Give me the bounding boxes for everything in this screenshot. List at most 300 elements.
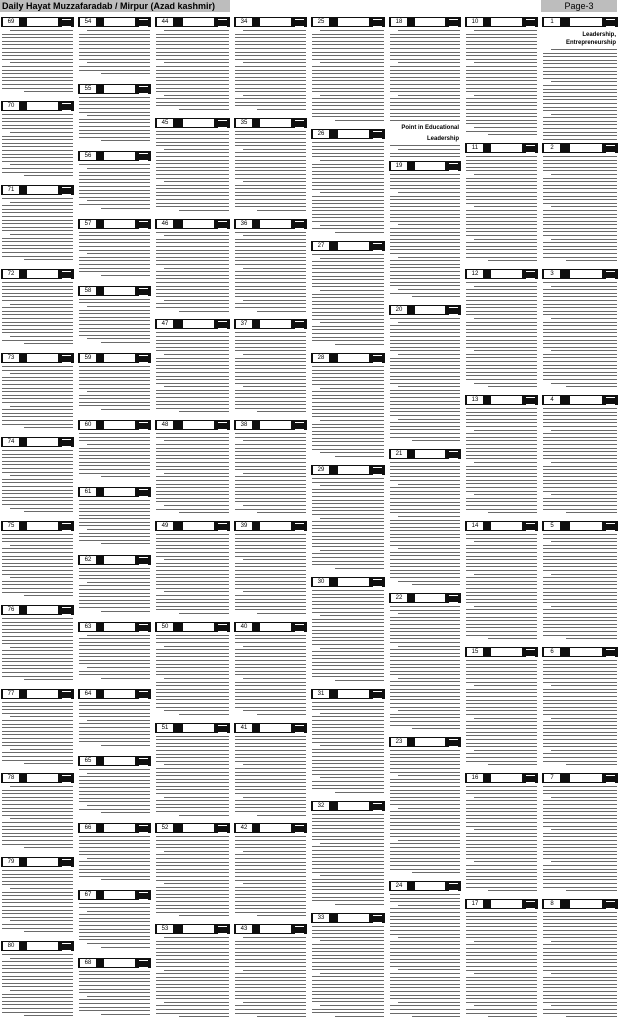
text-line bbox=[466, 545, 537, 546]
text-line bbox=[543, 56, 617, 57]
text-line bbox=[466, 667, 537, 668]
text-line bbox=[390, 210, 460, 211]
text-line bbox=[466, 307, 537, 308]
text-line bbox=[235, 487, 306, 488]
text-line bbox=[398, 224, 460, 225]
column-7 bbox=[465, 14, 538, 1022]
text-line bbox=[10, 716, 73, 717]
text-line bbox=[87, 200, 150, 201]
text-line bbox=[257, 915, 306, 916]
text-line bbox=[474, 286, 537, 287]
text-line bbox=[2, 913, 73, 914]
text-line bbox=[474, 750, 537, 751]
text-line bbox=[2, 829, 73, 830]
article-item bbox=[155, 115, 230, 216]
text-line bbox=[235, 779, 306, 780]
text-line bbox=[79, 705, 150, 706]
text-line bbox=[235, 638, 306, 639]
ornament-icon bbox=[139, 489, 148, 497]
text-line bbox=[79, 603, 150, 604]
text-line bbox=[551, 383, 617, 384]
text-line bbox=[312, 991, 384, 992]
text-line bbox=[543, 682, 617, 683]
text-line bbox=[235, 952, 306, 953]
text-line bbox=[257, 210, 306, 211]
text-line bbox=[390, 944, 460, 945]
item-title-box bbox=[491, 900, 522, 908]
text-line bbox=[543, 85, 617, 86]
text-line bbox=[551, 494, 617, 495]
text-line bbox=[466, 426, 537, 427]
item-number: 44 bbox=[157, 18, 173, 26]
text-line bbox=[466, 987, 537, 988]
article-item bbox=[78, 686, 151, 753]
text-line bbox=[156, 88, 229, 89]
text-line bbox=[156, 401, 229, 402]
item-heading-bar bbox=[465, 647, 538, 657]
article-item bbox=[1, 266, 74, 350]
article-item bbox=[389, 302, 461, 446]
text-line bbox=[466, 689, 537, 690]
text-line bbox=[235, 52, 306, 53]
text-line bbox=[390, 631, 460, 632]
text-line bbox=[466, 469, 537, 470]
text-line bbox=[312, 763, 384, 764]
item-number: 61 bbox=[80, 488, 96, 496]
text-line bbox=[257, 613, 306, 614]
article-item bbox=[155, 619, 230, 720]
text-line bbox=[390, 415, 460, 416]
text-line bbox=[235, 271, 306, 272]
text-line bbox=[235, 88, 306, 89]
text-line bbox=[543, 135, 617, 136]
text-line bbox=[474, 206, 537, 207]
text-line bbox=[466, 952, 537, 953]
text-line bbox=[390, 527, 460, 528]
text-line bbox=[2, 643, 73, 644]
text-line bbox=[79, 197, 150, 198]
text-line bbox=[312, 370, 384, 371]
item-heading-bar bbox=[78, 555, 151, 565]
text-line bbox=[164, 181, 229, 182]
text-line bbox=[2, 559, 73, 560]
text-line bbox=[10, 577, 73, 578]
text-line bbox=[10, 786, 73, 787]
text-line bbox=[466, 167, 537, 168]
text-line bbox=[156, 361, 229, 362]
text-line bbox=[312, 214, 384, 215]
text-line bbox=[551, 973, 617, 974]
text-line bbox=[390, 555, 460, 556]
text-line bbox=[543, 375, 617, 376]
text-line bbox=[312, 933, 384, 934]
text-line bbox=[156, 991, 229, 992]
text-line bbox=[466, 613, 537, 614]
item-number: 56 bbox=[80, 152, 96, 160]
text-line bbox=[235, 361, 306, 362]
item-heading-bar bbox=[542, 17, 618, 27]
text-line bbox=[466, 98, 537, 99]
text-line bbox=[2, 906, 73, 907]
text-line bbox=[2, 212, 73, 213]
item-number: 21 bbox=[391, 450, 407, 458]
text-line bbox=[79, 907, 150, 908]
text-line bbox=[156, 480, 229, 481]
text-line bbox=[2, 66, 73, 67]
text-line bbox=[398, 808, 460, 809]
text-line bbox=[2, 1001, 73, 1002]
text-line bbox=[235, 865, 306, 866]
text-line bbox=[543, 415, 617, 416]
text-line bbox=[412, 584, 460, 585]
text-line bbox=[156, 408, 229, 409]
text-line bbox=[312, 1009, 384, 1010]
text-line bbox=[79, 119, 150, 120]
text-line bbox=[79, 713, 150, 714]
text-line bbox=[235, 66, 306, 67]
text-line bbox=[164, 851, 229, 852]
text-line bbox=[312, 340, 384, 341]
text-line bbox=[543, 426, 617, 427]
ornament-icon bbox=[606, 397, 615, 405]
text-line bbox=[466, 746, 537, 747]
text-line bbox=[156, 365, 229, 366]
article-item bbox=[311, 462, 385, 574]
text-line bbox=[156, 959, 229, 960]
item-heading-bar bbox=[465, 143, 538, 153]
text-line bbox=[466, 620, 537, 621]
text-line bbox=[466, 577, 537, 578]
text-line bbox=[390, 948, 460, 949]
text-line bbox=[398, 840, 460, 841]
text-line bbox=[390, 764, 460, 765]
text-line bbox=[164, 883, 229, 884]
text-line bbox=[312, 304, 384, 305]
text-line bbox=[312, 424, 384, 425]
text-line bbox=[2, 114, 73, 115]
text-line bbox=[543, 228, 617, 229]
text-line bbox=[156, 699, 229, 700]
text-line bbox=[312, 44, 384, 45]
text-line bbox=[2, 570, 73, 571]
ornament-icon bbox=[295, 221, 304, 229]
page-number: Page-3 bbox=[541, 0, 617, 12]
text-line bbox=[543, 962, 617, 963]
text-line bbox=[390, 660, 460, 661]
text-line bbox=[543, 509, 617, 510]
text-line bbox=[235, 131, 306, 132]
text-line bbox=[466, 879, 537, 880]
text-line bbox=[235, 901, 306, 902]
item-heading-bar bbox=[155, 319, 230, 329]
text-line bbox=[312, 839, 384, 840]
text-line bbox=[2, 409, 73, 410]
ornament-icon bbox=[218, 321, 227, 329]
text-line bbox=[156, 383, 229, 384]
item-number: 79 bbox=[3, 858, 19, 866]
article-item bbox=[465, 140, 538, 266]
text-line bbox=[312, 998, 384, 999]
ornament-icon bbox=[295, 321, 304, 329]
text-line bbox=[312, 619, 384, 620]
text-line bbox=[398, 62, 460, 63]
text-line bbox=[79, 388, 150, 389]
text-line bbox=[390, 253, 460, 254]
text-line bbox=[390, 656, 460, 657]
text-line bbox=[390, 699, 460, 700]
text-line bbox=[466, 919, 537, 920]
text-line bbox=[164, 970, 229, 971]
text-line bbox=[312, 329, 384, 330]
text-line bbox=[156, 77, 229, 78]
text-line bbox=[79, 55, 150, 56]
text-line bbox=[312, 788, 384, 789]
text-line bbox=[79, 108, 150, 109]
text-line bbox=[466, 786, 537, 787]
text-line bbox=[243, 646, 306, 647]
text-line bbox=[164, 235, 229, 236]
text-line bbox=[156, 466, 229, 467]
text-line bbox=[543, 1002, 617, 1003]
text-line bbox=[390, 368, 460, 369]
text-line bbox=[551, 797, 617, 798]
text-line bbox=[235, 343, 306, 344]
text-line bbox=[79, 533, 150, 534]
text-line bbox=[466, 365, 537, 366]
text-line bbox=[312, 770, 384, 771]
text-line bbox=[2, 902, 73, 903]
text-line bbox=[390, 941, 460, 942]
text-line bbox=[488, 890, 537, 891]
text-line bbox=[2, 472, 73, 473]
text-line bbox=[2, 742, 73, 743]
text-line bbox=[312, 900, 384, 901]
text-line bbox=[79, 840, 150, 841]
text-line bbox=[398, 1002, 460, 1003]
text-line bbox=[390, 772, 460, 773]
text-line bbox=[2, 629, 73, 630]
item-title-box bbox=[570, 396, 602, 404]
text-line bbox=[235, 761, 306, 762]
text-line bbox=[164, 937, 229, 938]
text-line bbox=[543, 329, 617, 330]
text-line bbox=[543, 296, 617, 297]
text-line bbox=[2, 504, 73, 505]
text-line bbox=[390, 178, 460, 179]
text-line bbox=[466, 948, 537, 949]
text-line bbox=[312, 557, 384, 558]
text-line bbox=[312, 149, 384, 150]
text-line bbox=[156, 199, 229, 200]
text-line bbox=[543, 714, 617, 715]
text-line bbox=[466, 980, 537, 981]
text-line bbox=[156, 185, 229, 186]
text-line bbox=[335, 904, 384, 905]
text-line bbox=[312, 167, 384, 168]
text-line bbox=[543, 746, 617, 747]
text-line bbox=[79, 600, 150, 601]
text-line bbox=[2, 366, 73, 367]
text-line bbox=[312, 984, 384, 985]
text-line bbox=[466, 923, 537, 924]
text-line bbox=[543, 99, 617, 100]
ornament-icon bbox=[295, 523, 304, 531]
article-item bbox=[78, 216, 151, 283]
item-heading-bar bbox=[389, 161, 461, 171]
text-line bbox=[390, 372, 460, 373]
text-line bbox=[2, 727, 73, 728]
text-line bbox=[543, 919, 617, 920]
text-line bbox=[312, 818, 384, 819]
text-line bbox=[312, 832, 384, 833]
article-item bbox=[465, 518, 538, 644]
text-line bbox=[235, 437, 306, 438]
text-line bbox=[235, 664, 306, 665]
text-line bbox=[543, 721, 617, 722]
text-line bbox=[79, 246, 150, 247]
text-line bbox=[390, 249, 460, 250]
text-line bbox=[2, 282, 73, 283]
text-line bbox=[156, 509, 229, 510]
text-line bbox=[235, 548, 306, 549]
text-line bbox=[156, 52, 229, 53]
text-line bbox=[390, 347, 460, 348]
item-heading-bar bbox=[234, 219, 307, 229]
text-line bbox=[312, 203, 384, 204]
text-line bbox=[543, 566, 617, 567]
text-line bbox=[156, 782, 229, 783]
item-number: 47 bbox=[157, 320, 173, 328]
text-line bbox=[398, 354, 460, 355]
text-line bbox=[2, 318, 73, 319]
text-line bbox=[466, 627, 537, 628]
text-line bbox=[79, 589, 150, 590]
item-title-box bbox=[491, 270, 522, 278]
text-line bbox=[156, 368, 229, 369]
text-line bbox=[466, 815, 537, 816]
item-heading-bar bbox=[465, 395, 538, 405]
text-line bbox=[390, 318, 460, 319]
text-line bbox=[466, 944, 537, 945]
text-line bbox=[312, 380, 384, 381]
text-line bbox=[551, 718, 617, 719]
text-line bbox=[235, 138, 306, 139]
text-line bbox=[543, 325, 617, 326]
item-title-box bbox=[27, 522, 58, 530]
text-line bbox=[543, 307, 617, 308]
text-line bbox=[2, 464, 73, 465]
text-line bbox=[235, 340, 306, 341]
text-line bbox=[156, 897, 229, 898]
text-line bbox=[2, 248, 73, 249]
text-line bbox=[312, 174, 384, 175]
text-line bbox=[156, 602, 229, 603]
text-line bbox=[390, 782, 460, 783]
text-line bbox=[79, 776, 150, 777]
text-line bbox=[2, 745, 73, 746]
text-line bbox=[156, 340, 229, 341]
text-line bbox=[466, 735, 537, 736]
text-line bbox=[312, 88, 384, 89]
ornament-icon bbox=[62, 19, 71, 27]
item-heading-bar bbox=[311, 801, 385, 811]
text-line bbox=[235, 912, 306, 913]
text-line bbox=[466, 660, 537, 661]
text-line bbox=[543, 289, 617, 290]
text-line bbox=[2, 874, 73, 875]
text-line bbox=[390, 537, 460, 538]
text-line bbox=[312, 886, 384, 887]
text-line bbox=[235, 671, 306, 672]
ornament-icon bbox=[373, 803, 382, 811]
item-title-box bbox=[27, 270, 58, 278]
item-heading-bar bbox=[78, 622, 151, 632]
text-line bbox=[466, 361, 537, 362]
text-line bbox=[79, 440, 150, 441]
text-line bbox=[466, 570, 537, 571]
text-line bbox=[466, 444, 537, 445]
text-line bbox=[466, 887, 537, 888]
text-line bbox=[466, 412, 537, 413]
text-line bbox=[235, 800, 306, 801]
item-number: 10 bbox=[467, 18, 483, 26]
item-number: 78 bbox=[3, 774, 19, 782]
text-line bbox=[2, 541, 73, 542]
text-line bbox=[235, 894, 306, 895]
text-line bbox=[2, 325, 73, 326]
text-line bbox=[466, 728, 537, 729]
ornament-icon bbox=[139, 624, 148, 632]
text-line bbox=[156, 275, 229, 276]
text-line bbox=[312, 644, 384, 645]
text-line bbox=[466, 761, 537, 762]
item-number: 13 bbox=[467, 396, 483, 404]
text-line bbox=[312, 41, 384, 42]
ornament-icon bbox=[373, 579, 382, 587]
item-number: 60 bbox=[80, 421, 96, 429]
text-line bbox=[101, 543, 150, 544]
text-line bbox=[466, 631, 537, 632]
text-line bbox=[312, 944, 384, 945]
item-heading-bar bbox=[155, 420, 230, 430]
text-line bbox=[257, 109, 306, 110]
text-line bbox=[390, 671, 460, 672]
text-line bbox=[466, 926, 537, 927]
text-line bbox=[156, 862, 229, 863]
text-line bbox=[466, 340, 537, 341]
text-line bbox=[466, 808, 537, 809]
text-line bbox=[390, 689, 460, 690]
text-line bbox=[2, 314, 73, 315]
text-line bbox=[79, 373, 150, 374]
text-line bbox=[312, 283, 384, 284]
text-line bbox=[2, 307, 73, 308]
text-line bbox=[79, 469, 150, 470]
ornament-icon bbox=[139, 422, 148, 430]
item-number: 34 bbox=[236, 18, 252, 26]
item-title-box bbox=[260, 724, 291, 732]
text-line bbox=[79, 515, 150, 516]
text-line bbox=[312, 84, 384, 85]
text-line bbox=[243, 1002, 306, 1003]
text-line bbox=[156, 152, 229, 153]
text-line bbox=[543, 793, 617, 794]
text-line bbox=[466, 793, 537, 794]
text-line bbox=[466, 700, 537, 701]
text-line bbox=[2, 154, 73, 155]
text-line bbox=[466, 249, 537, 250]
text-line bbox=[466, 163, 537, 164]
